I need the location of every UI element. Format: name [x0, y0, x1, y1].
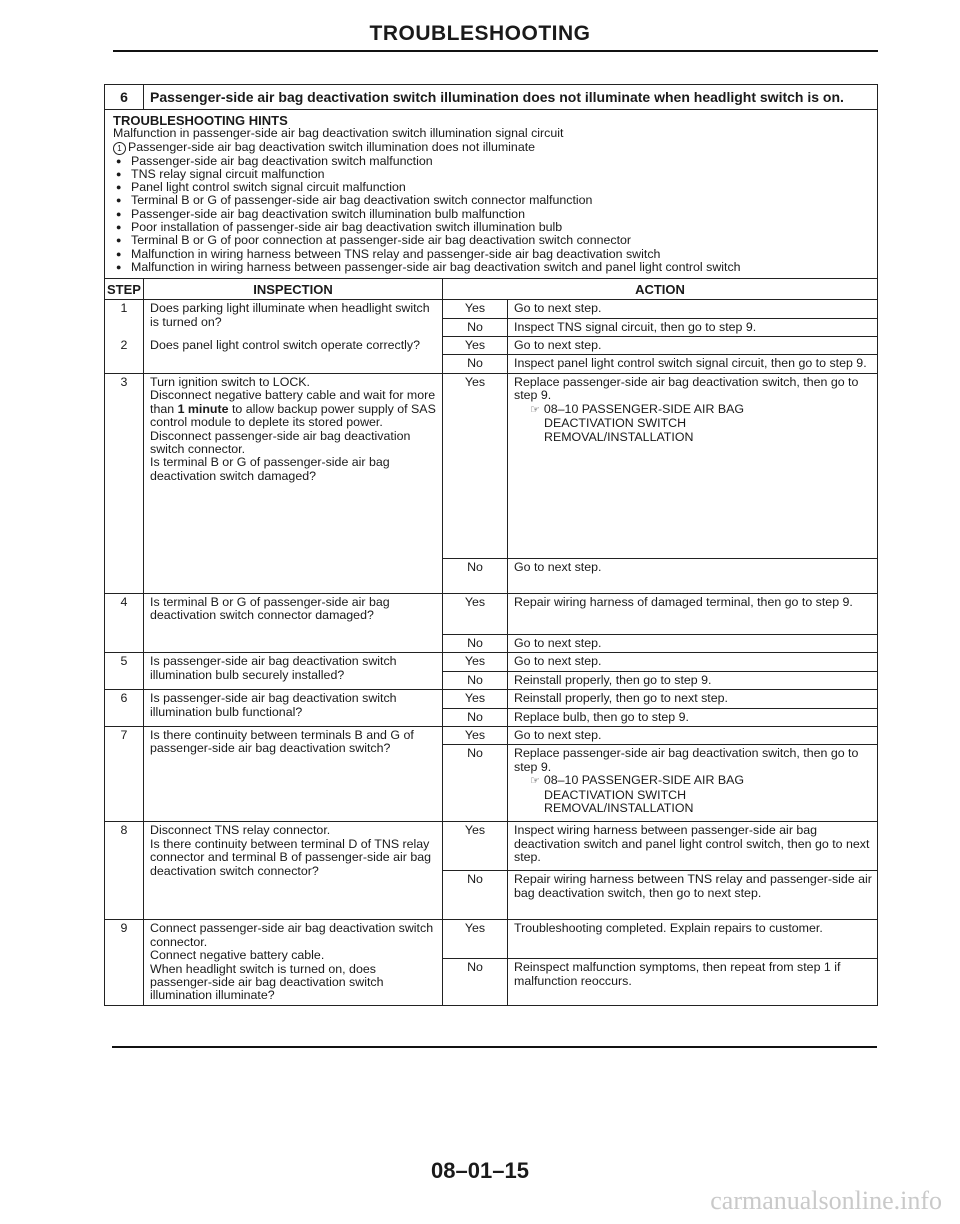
action-yes: Go to next step. [508, 300, 878, 318]
hint-bullet: ● Passenger-side air bag deactivation switch malfunction [131, 155, 871, 168]
table-row [105, 690, 877, 708]
result-yes: Yes [443, 653, 508, 671]
result-yes: Yes [443, 300, 508, 318]
hints-line: 1 Passenger-side air bag deactivation switch illumination does not illuminate [113, 141, 871, 155]
troubleshooting-sheet [104, 84, 878, 1006]
result-no: No [443, 558, 508, 593]
reference-pointer-icon: ☞ [530, 403, 540, 416]
step-number: 5 [105, 653, 144, 690]
result-no: No [443, 634, 508, 652]
inspection-cell: Does parking light illuminate when headlight switch is turned on? [144, 300, 443, 337]
hint-bullet: ● Poor installation of passenger-side air bag deactivation switch illumination bulb [131, 221, 871, 234]
step-number: 4 [105, 593, 144, 652]
circled-number: 1 [113, 142, 126, 155]
inspection-cell: Is passenger-side air bag deactivation switch illumination bulb functional? [144, 690, 443, 727]
step-number: 6 [105, 690, 144, 727]
step-number: 2 [105, 337, 144, 374]
reference-pointer-icon: ☞ [530, 775, 540, 788]
action-no: Go to next step. [508, 558, 878, 593]
step-number: 9 [105, 920, 144, 1006]
result-no: No [443, 318, 508, 336]
action-no: Go to next step. [508, 634, 878, 652]
procedure-title: Passenger-side air bag deactivation switch illumination does not illuminate when headlight switch is on. [150, 89, 844, 105]
table-row [105, 300, 877, 318]
result-yes: Yes [443, 726, 508, 744]
hint-bullet: ● TNS relay signal circuit malfunction [131, 168, 871, 181]
table-row [105, 593, 877, 634]
table-row [105, 920, 877, 959]
procedure-title-row [105, 85, 877, 110]
hints-bullet-list [113, 155, 871, 275]
action-no: Replace bulb, then go to step 9. [508, 708, 878, 726]
step-number: 3 [105, 373, 144, 593]
inspection-cell: Is terminal B or G of passenger-side air bag deactivation switch connector damaged? [144, 593, 443, 652]
action-no: Reinspect malfunction symptoms, then repeat from step 1 if malfunction reoccurs. [514, 960, 841, 988]
result-no: No [443, 355, 508, 373]
manual-reference: ☞ 08–10 PASSENGER-SIDE AIR BAG DEACTIVATION SWITCH REMOVAL/INSTALLATION [530, 401, 745, 444]
troubleshooting-hints [105, 110, 877, 279]
hints-line: Malfunction in passenger-side air bag deactivation switch illumination signal circuit [113, 126, 564, 141]
result-no: No [443, 671, 508, 689]
action-no: Reinstall properly, then go to step 9. [508, 671, 878, 689]
action-yes: Repair wiring harness of damaged terminal, then go to step 9. [508, 593, 878, 634]
table-row [105, 373, 877, 558]
result-yes: Yes [443, 822, 508, 871]
inspection-cell: Disconnect TNS relay connector. Is there continuity between terminal D of TNS relay connector and terminal B of passenger-side air bag deactivation switch connector? [144, 822, 443, 920]
result-yes: Yes [443, 593, 508, 634]
inspection-table [105, 279, 877, 1005]
header-rule [113, 50, 878, 52]
result-yes: Yes [443, 373, 508, 558]
action-no: Inspect panel light control switch signal circuit, then go to step 9. [508, 355, 878, 373]
result-no: No [443, 708, 508, 726]
manual-reference: ☞ 08–10 PASSENGER-SIDE AIR BAG DEACTIVATION SWITCH REMOVAL/INSTALLATION [530, 773, 745, 815]
inspection-cell: Does panel light control switch operate correctly? [144, 337, 443, 374]
action-yes: Reinstall properly, then go to next step. [508, 690, 878, 708]
hints-title: TROUBLESHOOTING HINTS [113, 113, 288, 128]
action-no: Inspect TNS signal circuit, then go to step 9. [508, 318, 878, 336]
inspection-cell: Turn ignition switch to LOCK. Disconnect negative battery cable and wait for more than 1 minute to allow backup power supply of SAS control module to deplete its stored power. Disconnect passenger-side air bag deactivation switch connector. Is terminal B or G of passenger-side air bag deactivation switch damaged? [144, 373, 443, 593]
hint-bullet: ● Malfunction in wiring harness between passenger-side air bag deactivation switch and panel light control switch [131, 261, 871, 274]
hint-bullet: ● Terminal B or G of poor connection at passenger-side air bag deactivation switch connector [131, 234, 871, 247]
column-header-inspection: INSPECTION [144, 279, 443, 300]
action-yes: Go to next step. [508, 337, 878, 355]
action-yes: Troubleshooting completed. Explain repairs to customer. [508, 920, 878, 959]
hint-bullet: ● Passenger-side air bag deactivation switch illumination bulb malfunction [131, 208, 871, 221]
table-row [105, 726, 877, 744]
action-yes: Go to next step. [508, 653, 878, 671]
action-yes: Replace passenger-side air bag deactivation switch, then go to step 9. ☞ 08–10 PASSENGER-SIDE AIR BAG DEACTIVATION SWITCH REMOVAL/INSTALLATION [508, 373, 878, 558]
result-no: No [443, 871, 508, 920]
step-number: 8 [105, 822, 144, 920]
action-yes: Go to next step. [508, 726, 878, 744]
result-no: No [443, 959, 508, 1006]
table-row [105, 337, 877, 355]
step-number: 1 [105, 300, 144, 337]
result-yes: Yes [443, 690, 508, 708]
step-number: 7 [105, 726, 144, 821]
column-header-action: ACTION [443, 279, 878, 300]
result-yes: Yes [443, 920, 508, 959]
inspection-cell: Connect passenger-side air bag deactivation switch connector. Connect negative battery cable. When headlight switch is turned on, does passenger-side air bag deactivation switch illumination illuminate? [144, 920, 443, 1006]
hint-bullet: ● Terminal B or G of passenger-side air bag deactivation switch connector malfunction [131, 194, 871, 207]
action-no: Repair wiring harness between TNS relay and passenger-side air bag deactivation switch, then go to next step. [508, 871, 878, 920]
action-no: Replace passenger-side air bag deactivation switch, then go to step 9. ☞ 08–10 PASSENGER-SIDE AIR BAG DEACTIVATION SWITCH REMOVAL/INSTALLATION [508, 745, 878, 822]
inspection-cell: Is there continuity between terminals B and G of passenger-side air bag deactivation switch? [144, 726, 443, 821]
watermark: carmanualsonline.info [710, 1186, 942, 1215]
table-row [105, 653, 877, 671]
hint-bullet: ● Panel light control switch signal circuit malfunction [131, 181, 871, 194]
result-no: No [443, 745, 508, 822]
hint-bullet: ● Malfunction in wiring harness between TNS relay and passenger-side air bag deactivation switch [131, 248, 871, 261]
procedure-number: 6 [105, 85, 144, 109]
table-header-row [105, 279, 877, 300]
result-yes: Yes [443, 337, 508, 355]
footer-rule [112, 1046, 877, 1048]
page-number: 08–01–15 [431, 1158, 529, 1183]
action-yes: Inspect wiring harness between passenger-side air bag deactivation switch and panel light control switch, then go to next step. [508, 822, 878, 871]
column-header-step: STEP [105, 279, 144, 300]
inspection-cell: Is passenger-side air bag deactivation switch illumination bulb securely installed? [144, 653, 443, 690]
table-row [105, 822, 877, 871]
page-title: TROUBLESHOOTING [369, 22, 591, 45]
